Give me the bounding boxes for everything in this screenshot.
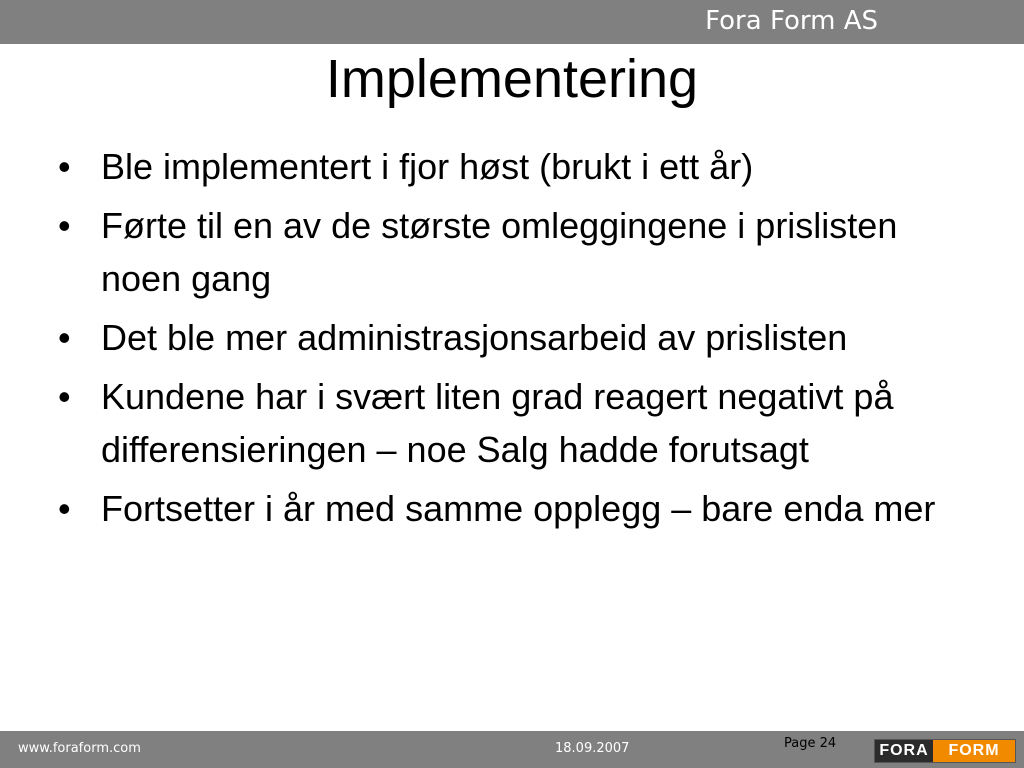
bullet-text: Det ble mer administrasjonsarbeid av prislisten	[101, 317, 848, 358]
bullet-icon: •	[58, 205, 71, 246]
bullet-item	[58, 140, 978, 193]
bullet-item	[58, 370, 978, 476]
footer-url: www.foraform.com	[18, 741, 141, 756]
bullet-text: Kundene har i svært liten grad reagert negativt på differensieringen – noe Salg hadde forutsagt	[101, 376, 894, 470]
page-number: Page 24	[784, 736, 837, 751]
bullet-text: Ble implementert i fjor høst (brukt i ett år)	[101, 146, 754, 187]
bullet-icon: •	[58, 146, 71, 187]
bullet-icon: •	[58, 317, 71, 358]
bullet-list	[58, 140, 978, 541]
bullet-item	[58, 482, 978, 535]
footer-date: 18.09.2007	[555, 741, 630, 756]
header-bar	[0, 0, 1024, 44]
bullet-text: Førte til en av de største omleggingene i prislisten noen gang	[101, 205, 898, 299]
bullet-text: Fortsetter i år med samme opplegg – bare enda mer	[101, 488, 936, 529]
logo-text-form: FORM	[933, 740, 1015, 762]
footer-bar	[0, 731, 1024, 768]
bullet-item	[58, 311, 978, 364]
bullet-item	[58, 199, 978, 305]
company-name: Fora Form AS	[705, 6, 878, 36]
bullet-icon: •	[58, 488, 71, 529]
company-logo	[874, 739, 1016, 763]
bullet-icon: •	[58, 376, 71, 417]
logo-text-fora: FORA	[875, 740, 933, 762]
slide-title: Implementering	[325, 49, 699, 109]
